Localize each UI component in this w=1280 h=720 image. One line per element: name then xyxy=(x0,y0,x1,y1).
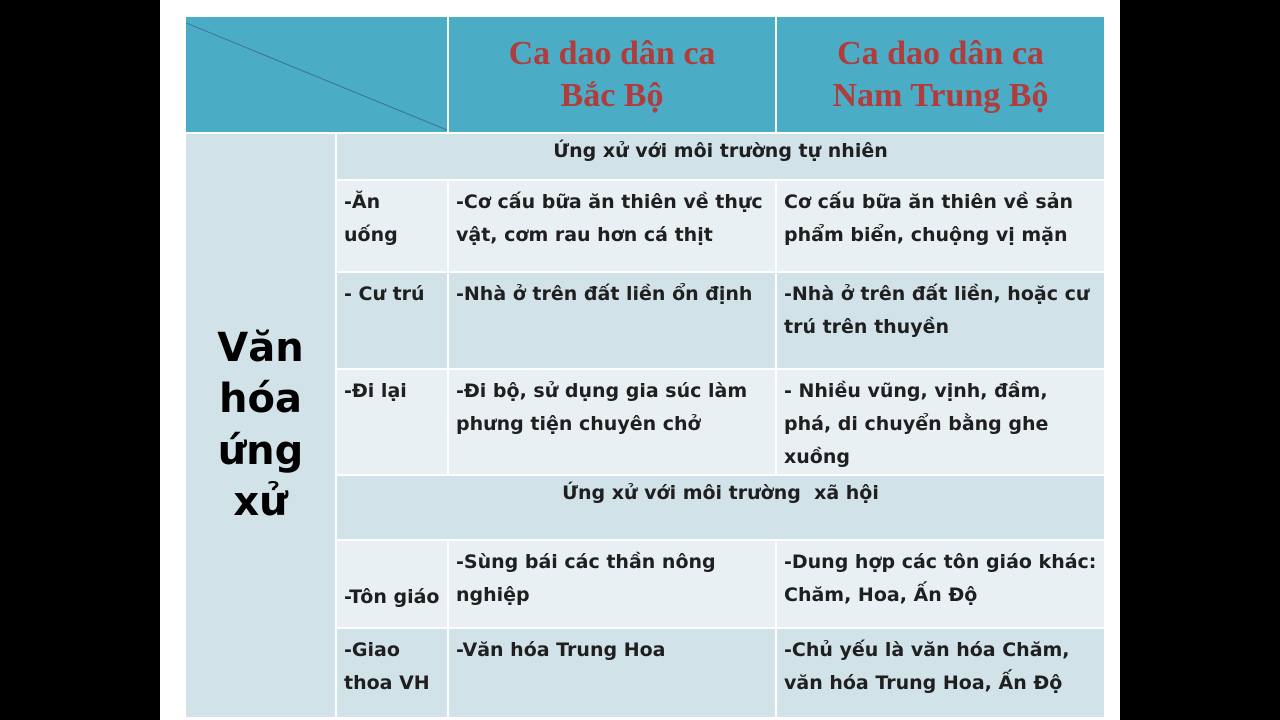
cell-nam-trung-bo: -Nhà ở trên đất liền, hoặc cư trú trên thuyền xyxy=(776,272,1105,369)
header-bac-bo-line1: Ca dao dân ca xyxy=(508,35,716,73)
cell-bac-bo: -Sùng bái các thần nông nghiệp xyxy=(448,540,776,628)
section-row-nature xyxy=(185,133,1105,180)
row-label: -Giao thoa VH xyxy=(336,628,448,718)
header-bac-bo xyxy=(448,16,776,133)
cell-bac-bo: -Nhà ở trên đất liền ổn định xyxy=(448,272,776,369)
cell-nam-trung-bo: -Dung hợp các tôn giáo khác: Chăm, Hoa, Ấn Độ xyxy=(776,540,1105,628)
section-nature: Ứng xử với môi trường tự nhiên xyxy=(336,133,1105,180)
cell-nam-trung-bo: -Chủ yếu là văn hóa Chăm, văn hóa Trung Hoa, Ấn Độ xyxy=(776,628,1105,718)
row-label: -Tôn giáo xyxy=(336,540,448,628)
cell-nam-trung-bo: - Nhiều vũng, vịnh, đầm, phá, di chuyển bằng ghe xuồng xyxy=(776,369,1105,475)
side-label-line3: ứng xyxy=(217,427,304,474)
cell-bac-bo: -Đi bộ, sử dụng gia súc làm phưng tiện chuyên chở xyxy=(448,369,776,475)
comparison-table xyxy=(184,15,1106,719)
cell-nam-trung-bo: Cơ cấu bữa ăn thiên về sản phẩm biển, chuộng vị mặn xyxy=(776,180,1105,272)
header-bac-bo-line2: Bắc Bộ xyxy=(560,76,664,114)
cell-bac-bo: -Văn hóa Trung Hoa xyxy=(448,628,776,718)
side-label-line1: Văn xyxy=(217,325,304,372)
slide xyxy=(160,0,1120,720)
row-label: -Ăn uống xyxy=(336,180,448,272)
diagonal-line xyxy=(186,17,447,132)
header-nam-trung-bo-line1: Ca dao dân ca xyxy=(837,35,1044,73)
header-row xyxy=(185,16,1105,133)
side-label-line2: hóa xyxy=(219,376,302,423)
row-label: - Cư trú xyxy=(336,272,448,369)
cell-bac-bo: -Cơ cấu bữa ăn thiên về thực vật, cơm rau hơn cá thịt xyxy=(448,180,776,272)
header-nam-trung-bo xyxy=(776,16,1105,133)
header-corner-cell xyxy=(185,16,448,133)
header-nam-trung-bo-line2: Nam Trung Bộ xyxy=(832,76,1049,114)
side-label-line4: xử xyxy=(233,478,288,525)
row-label: -Đi lại xyxy=(336,369,448,475)
section-society: Ứng xử với môi trường xã hội xyxy=(336,475,1105,540)
side-label xyxy=(185,133,336,718)
